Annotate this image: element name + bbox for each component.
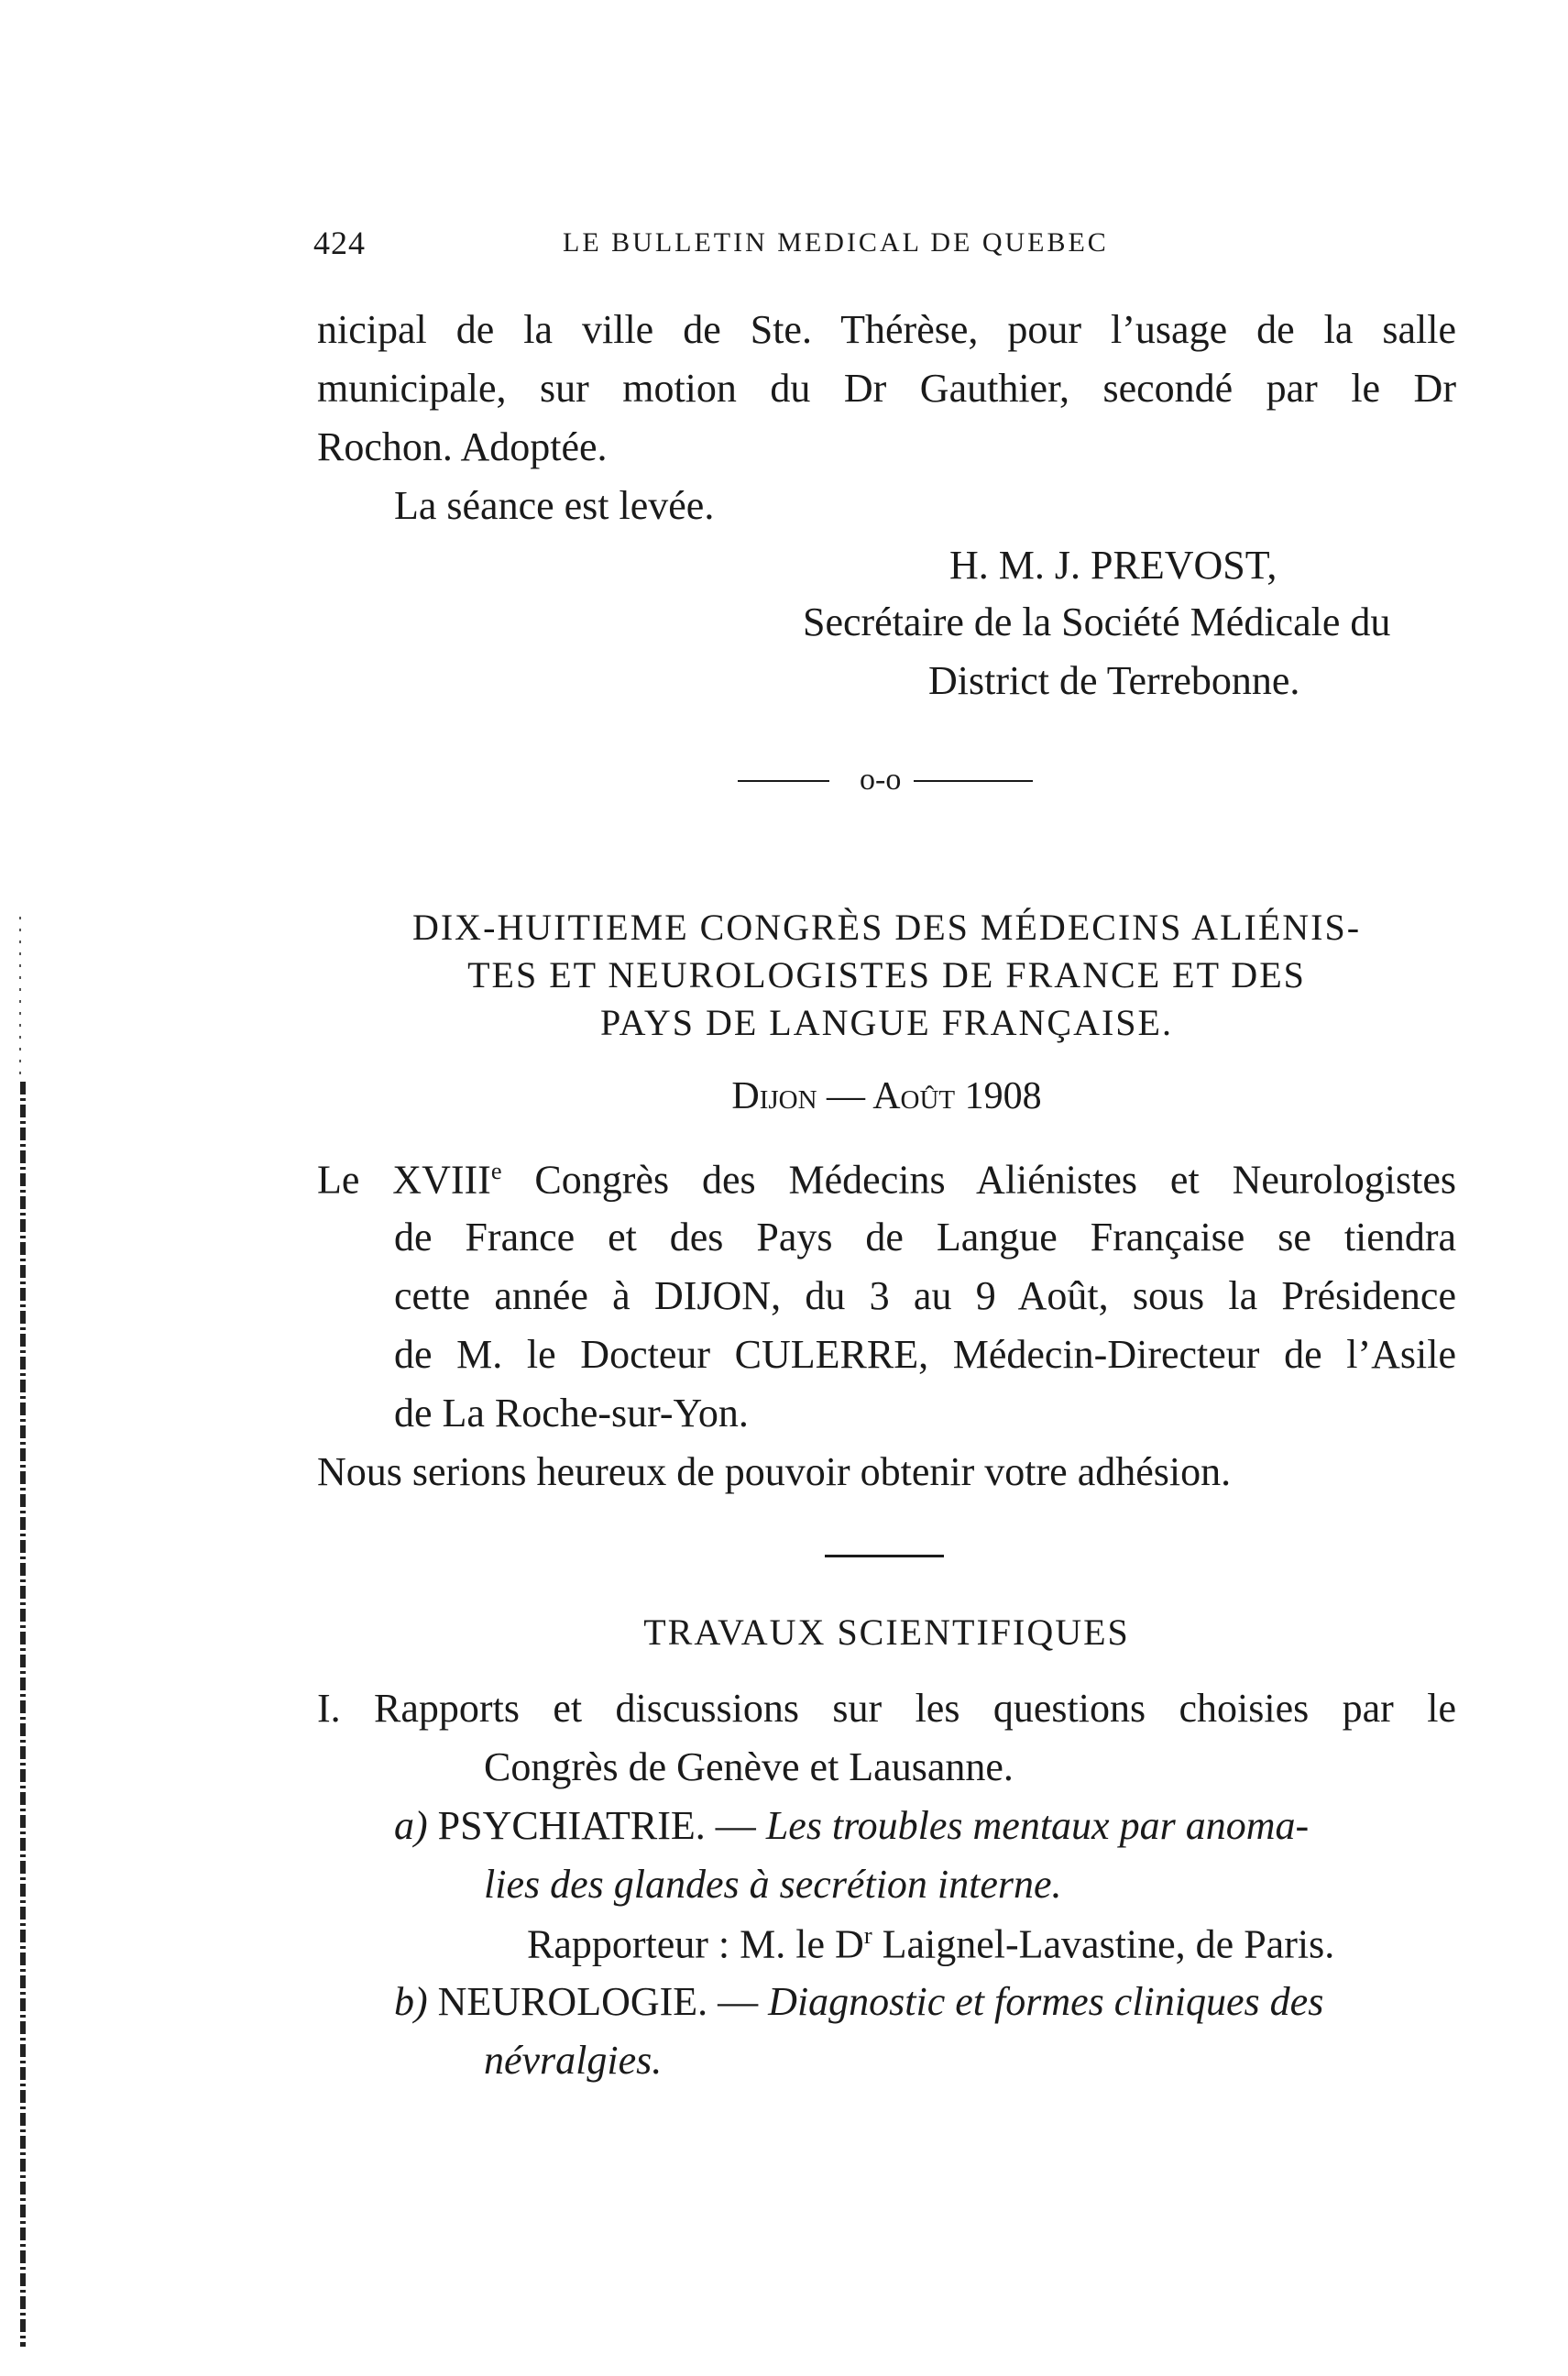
congress-title-line-1: DIX-HUITIEME CONGRÈS DES MÉDECINS ALIÉNIS- <box>411 907 1362 948</box>
separator-rule-right <box>914 780 1033 782</box>
subitem-a-label: a) <box>394 1803 428 1848</box>
congress-para-line-1-rest: Congrès des Médecins Aliénistes et Neurologistes <box>501 1157 1456 1203</box>
subitem-b-subject: NEUROLOGIE. — <box>427 1979 769 2024</box>
running-title: LE BULLETIN MEDICAL DE QUEBEC <box>563 227 1109 258</box>
congress-para-line-6: Nous serions heureux de pouvoir obtenir votre adhésion. <box>317 1449 1232 1494</box>
page-number: 424 <box>313 225 366 261</box>
congress-para-line-4: de M. le Docteur CULERRE, Médecin-Directeur de l’Asile <box>394 1332 1456 1377</box>
minutes-line-1: nicipal de la ville de Ste. Thérèse, pour l’usage de la salle <box>317 307 1456 352</box>
subitem-a-line-2 <box>484 1864 1062 1905</box>
subitem-b-line-2 <box>484 2040 662 2081</box>
item-1-line-1: I. Rapports et discussions sur les questions choisies par le <box>317 1686 1456 1731</box>
congress-para-line-3: cette année à DIJON, du 3 au 9 Août, sous la Présidence <box>394 1273 1456 1318</box>
congress-dateline: Dijon — Août 1908 <box>731 1075 1042 1117</box>
subitem-b-title-line-1: Diagnostic et formes cliniques des <box>768 1979 1324 2024</box>
separator-rule-left <box>738 780 829 782</box>
section-rule <box>825 1555 944 1557</box>
binding-edge-shadow <box>16 0 29 2376</box>
subitem-b-line-1 <box>394 1979 1324 2024</box>
signatory-name: H. M. J. PREVOST, <box>949 543 1277 588</box>
subitem-a-reporter <box>527 1923 1334 1965</box>
minutes-line-2: municipale, sur motion du Dr Gauthier, secondé par le Dr <box>317 366 1456 411</box>
congress-para-line-2: de France et des Pays de Langue Française se tiendra <box>394 1215 1456 1260</box>
congress-para-line-1-start: Le XVIII <box>317 1157 491 1203</box>
travaux-heading: TRAVAUX SCIENTIFIQUES <box>643 1612 1130 1653</box>
ordinal-superscript: e <box>490 1157 502 1184</box>
congress-title-line-3: PAYS DE LANGUE FRANÇAISE. <box>600 1002 1173 1043</box>
reporter-rest: Laignel-Lavastine, de Paris. <box>872 1921 1335 1967</box>
subitem-b-label: b) <box>394 1979 428 2024</box>
reporter-start: Rapporteur : M. le D <box>527 1921 864 1967</box>
minutes-line-3: Rochon. Adoptée. <box>317 424 608 469</box>
congress-para-line-5: de La Roche-sur-Yon. <box>394 1391 749 1436</box>
subitem-a-line-1 <box>394 1803 1310 1848</box>
minutes-closing: La séance est levée. <box>394 483 715 528</box>
signatory-title-line-2: District de Terrebonne. <box>928 658 1300 703</box>
subitem-b-title-line-2: névralgies. <box>484 2038 663 2083</box>
congress-para-line-1 <box>317 1159 1456 1201</box>
signatory-title-line-1: Secrétaire de la Société Médicale du <box>803 600 1391 644</box>
item-1-line-2: Congrès de Genève et Lausanne. <box>484 1744 1014 1789</box>
congress-title-line-2: TES ET NEUROLOGISTES DE FRANCE ET DES <box>467 954 1306 996</box>
subitem-a-subject: PSYCHIATRIE. — <box>427 1803 766 1848</box>
doctor-superscript: r <box>863 1921 872 1949</box>
subitem-a-title-line-2: lies des glandes à secrétion interne. <box>484 1862 1062 1907</box>
subitem-a-title-line-1: Les troubles mentaux par anoma- <box>765 1803 1310 1848</box>
separator-ornament: o-o <box>860 763 902 797</box>
